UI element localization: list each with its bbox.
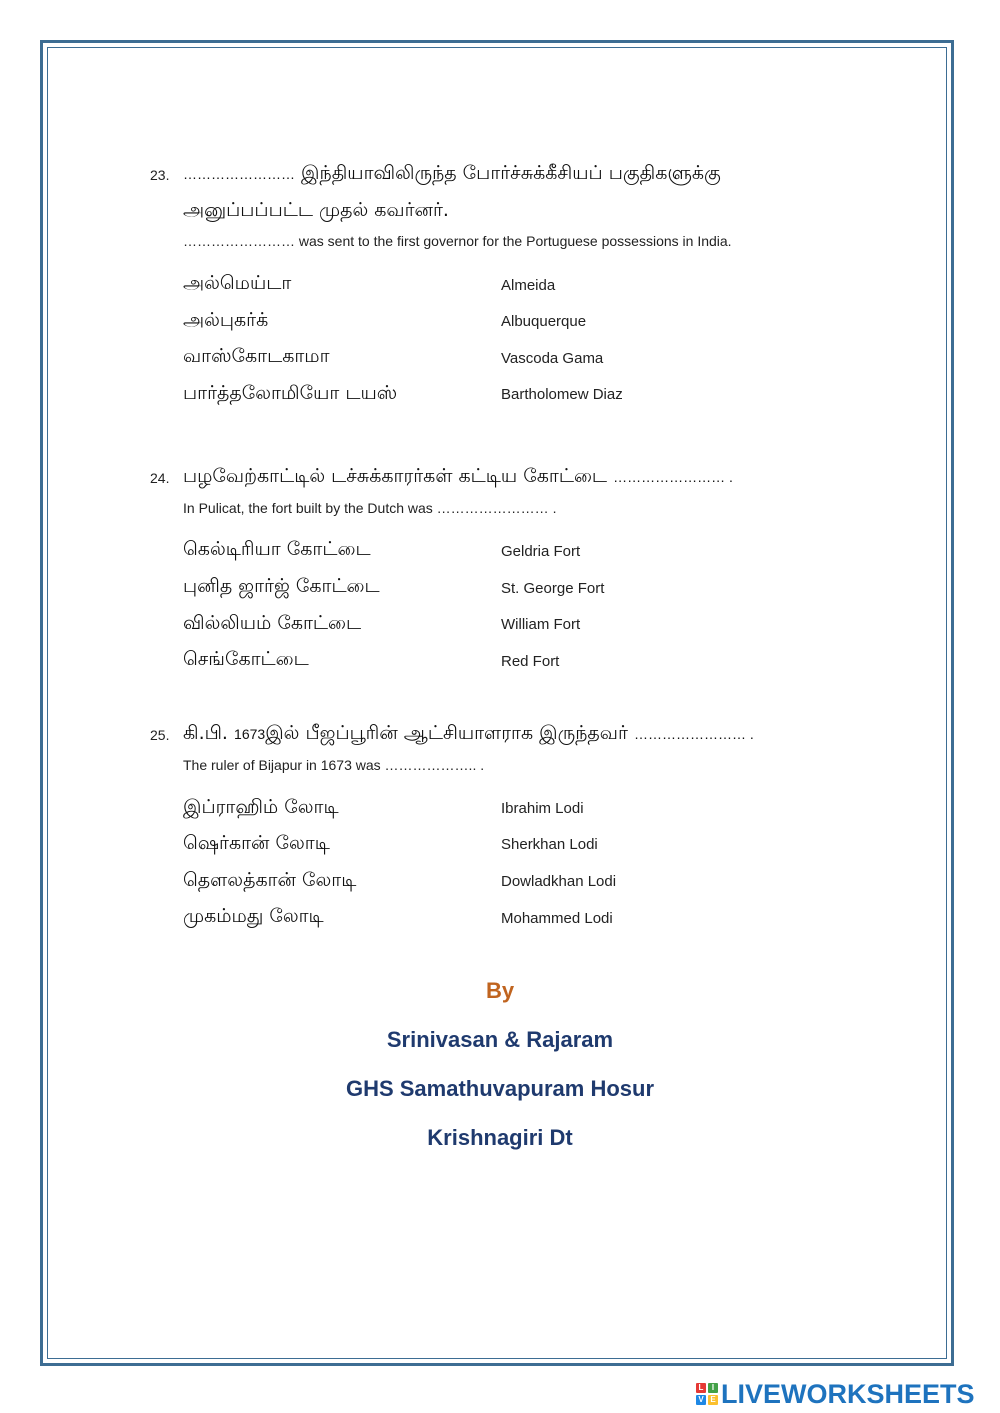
option-en-b: Albuquerque <box>501 313 587 330</box>
option-ta-b: அல்புகர்க் <box>183 309 269 331</box>
question-prefix: கி.பி. <box>183 722 228 744</box>
question-number: 24. <box>150 470 170 486</box>
logo-text: LIVEWORKSHEETS <box>721 1378 975 1409</box>
option-en-d: Mohammed Lodi <box>501 910 613 927</box>
question-english: …………………… was sent to the first governor for the Portuguese possessions in India. <box>183 233 732 249</box>
option-ta-d: செங்கோட்டை <box>183 648 309 670</box>
question-number: 23. <box>150 167 170 183</box>
option-en-c: William Fort <box>501 616 581 633</box>
option-ta-c: வாஸ்கோடகாமா <box>183 345 330 367</box>
answer-blank: …………………… <box>183 166 295 182</box>
logo-blocks-icon <box>696 1383 718 1405</box>
option-en-b: Sherkhan Lodi <box>501 836 598 853</box>
question-text-line1 <box>183 162 721 187</box>
option-en-a: Geldria Fort <box>501 543 581 560</box>
answer-blank: …………………… . <box>633 726 754 742</box>
option-ta-b: ஷெர்கான் லோடி <box>183 832 330 854</box>
question-text-line1 <box>183 465 733 490</box>
option-en-a: Almeida <box>501 277 556 294</box>
option-en-d: Red Fort <box>501 653 560 670</box>
credit-authors: Srinivasan & Rajaram <box>386 1027 614 1052</box>
option-ta-a: இப்ராஹிம் லோடி <box>183 796 339 818</box>
question-text-line1 <box>183 722 754 747</box>
option-ta-b: புனித ஜார்ஜ் கோட்டை <box>183 575 380 597</box>
option-en-b: St. George Fort <box>501 580 605 597</box>
question-text-line2: அனுப்பப்பட்ட முதல் கவர்னர். <box>183 199 449 221</box>
option-ta-d: முகம்மது லோடி <box>183 905 324 927</box>
logo-block: L <box>696 1383 706 1393</box>
logo-block: I <box>708 1383 718 1393</box>
answer-blank: …………………… . <box>613 469 733 485</box>
credit-by: By <box>485 978 515 1003</box>
credit-district: Krishnagiri Dt <box>427 1125 573 1150</box>
liveworksheets-logo <box>696 1380 975 1408</box>
option-ta-d: பார்த்தலோமியோ டயஸ் <box>183 382 398 404</box>
option-en-c: Vascoda Gama <box>501 350 604 367</box>
option-en-c: Dowladkhan Lodi <box>501 873 617 890</box>
option-en-a: Ibrahim Lodi <box>501 800 584 817</box>
question-text: பழவேற்காட்டில் டச்சுக்காரர்கள் கட்டிய கோட்டை <box>183 465 608 487</box>
option-ta-a: கெல்டிரியா கோட்டை <box>183 538 371 560</box>
option-ta-c: வில்லியம் கோட்டை <box>183 612 362 634</box>
question-english: The ruler of Bijapur in 1673 was ……………….. . <box>183 757 485 773</box>
question-text: இல் பீஜப்பூரின் ஆட்சியாளராக இருந்தவர் <box>265 722 628 744</box>
question-text: இந்தியாவிலிருந்த போர்ச்சுக்கீசியப் பகுதிகளுக்கு <box>301 162 721 184</box>
option-ta-a: அல்மெய்டா <box>183 272 292 294</box>
logo-block: V <box>696 1395 706 1405</box>
logo-block: E <box>708 1395 718 1405</box>
option-ta-c: தௌலத்கான் லோடி <box>183 869 357 891</box>
credit-school: GHS Samathuvapuram Hosur <box>345 1076 655 1101</box>
option-en-d: Bartholomew Diaz <box>501 386 623 403</box>
question-year: 1673 <box>234 726 266 742</box>
question-english: In Pulicat, the fort built by the Dutch was …………………… . <box>183 500 557 516</box>
question-number: 25. <box>150 727 170 743</box>
